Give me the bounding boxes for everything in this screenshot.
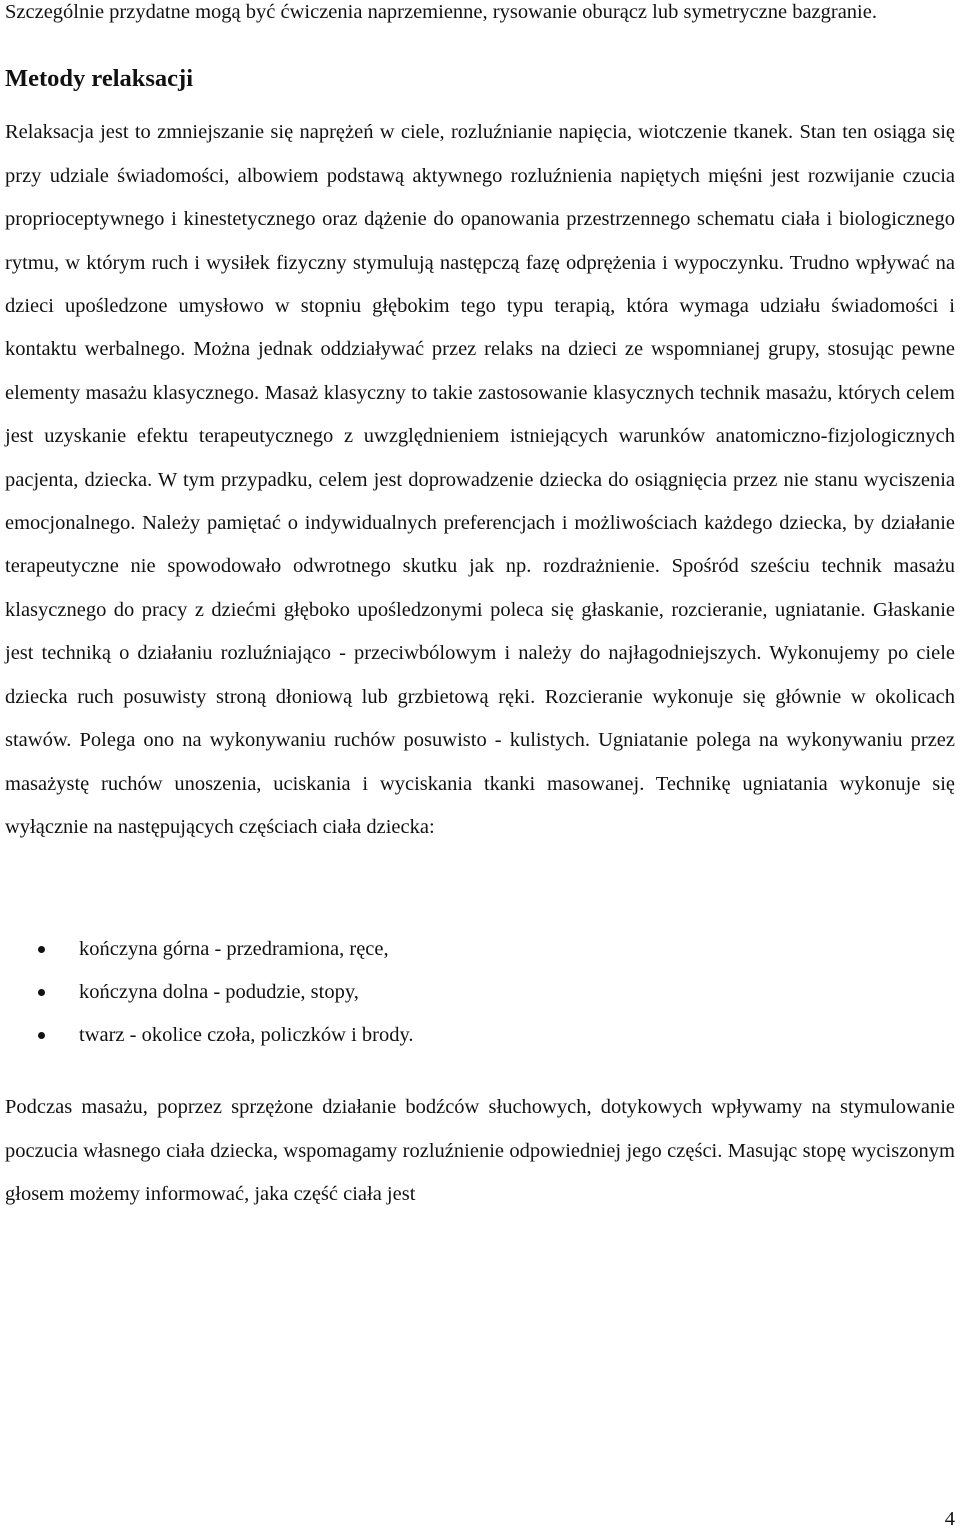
bullet-icon (38, 1032, 45, 1039)
relaxation-paragraph: Relaksacja jest to zmniejszanie się naprężeń w ciele, rozluźnianie napięcia, wiotczenie tkanek. Stan ten osiąga się przy udziale świadomości, albowiem podstawą aktywnego rozluźnienia napiętych mięśni jest rozwijanie czucia proprioceptywnego i kinestetycznego oraz dążenie do opanowania przestrzennego schematu ciała i biologicznego rytmu, w którym ruch i wysiłek fizyczny stymulują następczą fazę odprężenia i wypoczynku. Trudno wpływać na dzieci upośledzone umysłowo w stopniu głębokim tego typu terapią, która wymaga udziału świadomości i kontaktu werbalnego. Można jednak oddziaływać przez relaks na dzieci ze wspomnianej grupy, stosując pewne elementy masażu klasycznego. Masaż klasyczny to takie zastosowanie klasycznych technik masażu, których celem jest uzyskanie efektu terapeutycznego z uwzględnieniem istniejących warunków anatomiczno-fizjologicznych pacjenta, dziecka. W tym przypadku, celem jest doprowadzenie dziecka do osiągnięcia przez nie stanu wyciszenia emocjonalnego. Należy pamiętać o indywidualnych preferencjach i możliwościach każdego dziecka, by działanie terapeutyczne nie spowodowało odwrotnego skutku jak np. rozdrażnienie. Spośród sześciu technik masażu klasycznego do pracy z dziećmi głęboko upośledzonymi poleca się głaskanie, rozcieranie, ugniatanie. Głaskanie jest techniką o działaniu rozluźniająco - przeciwbólowym i należy do najłagodniejszych. Wykonujemy po ciele dziecka ruch posuwisty stroną dłoniową lub grzbietową ręki. Rozcieranie wykonuje się głównie w okolicach stawów. Polega ono na wykonywaniu ruchów posuwisto - kulistych. Ugniatanie polega na wykonywaniu przez masażystę ruchów unoszenia, uciskania i wyciskania tkanki masowanej. Technikę ugniatania wykonuje się wyłącznie na następujących częściach ciała dziecka: (5, 121, 955, 838)
section-heading: Metody relaksacji (5, 65, 194, 93)
list-item-text: kończyna dolna - podudzie, stopy, (79, 981, 359, 1004)
body-parts-list (5, 928, 955, 1057)
list-item-text: kończyna górna - przedramiona, ręce, (79, 938, 389, 961)
list-item (5, 1014, 955, 1057)
list-item-text: twarz - okolice czoła, policzków i brody. (79, 1024, 414, 1047)
bullet-icon (38, 989, 45, 996)
document-page (5, 0, 955, 1217)
page-number: 4 (944, 1508, 955, 1530)
list-item (5, 928, 955, 971)
intro-paragraph: Szczególnie przydatne mogą być ćwiczenia naprzemienne, rysowanie oburącz lub symetryczne bazgranie. (5, 1, 877, 23)
bullet-icon (38, 946, 45, 953)
list-item (5, 971, 955, 1014)
massage-paragraph: Podczas masażu, poprzez sprzężone działanie bodźców słuchowych, dotykowych wpływamy na stymulowanie poczucia własnego ciała dziecka, wspomagamy rozluźnienie odpowiedniej jego części. Masując stopę wyciszonym głosem możemy informować, jaka część ciała jest (5, 1096, 955, 1206)
